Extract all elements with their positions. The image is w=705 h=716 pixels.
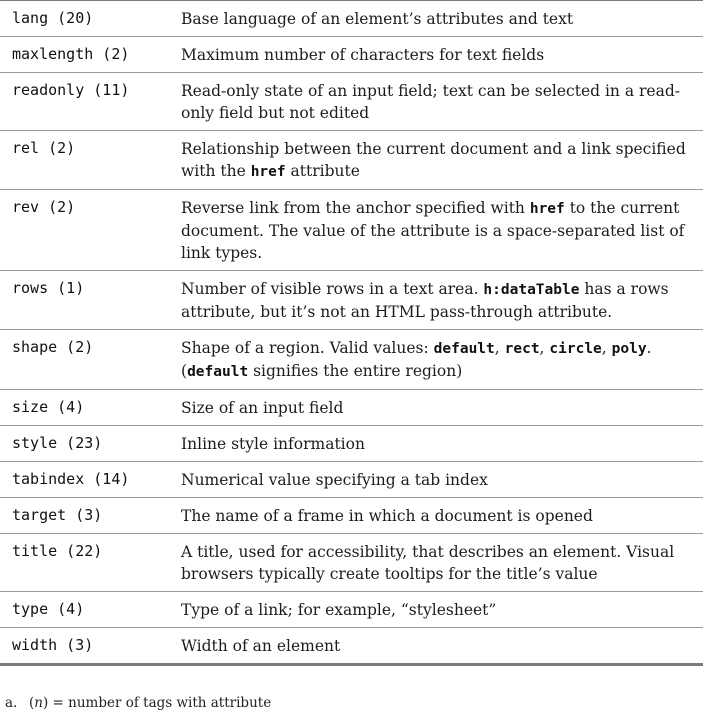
description-text: Inline style information	[181, 435, 365, 453]
description-text: Size of an input field	[181, 399, 344, 417]
description-text: Maximum number of characters for text fields	[181, 46, 545, 64]
table-row	[0, 37, 703, 73]
description-text: Width of an element	[181, 637, 341, 655]
description-text: . (	[181, 339, 652, 380]
attribute-name: size (4)	[0, 390, 170, 426]
attribute-name: shape (2)	[0, 330, 170, 390]
attribute-description	[170, 330, 703, 390]
attribute-name: rev (2)	[0, 190, 170, 271]
attribute-description	[170, 37, 703, 73]
code-keyword: circle	[549, 341, 602, 357]
description-text: Type of a link; for example, “stylesheet”	[181, 601, 497, 619]
attribute-name: maxlength (2)	[0, 37, 170, 73]
table-row	[0, 131, 703, 190]
footnote-mark: a.	[5, 695, 18, 711]
table-row	[0, 462, 703, 498]
attribute-description	[170, 462, 703, 498]
code-keyword: default	[433, 341, 495, 357]
attribute-description	[170, 498, 703, 534]
table-row	[0, 390, 703, 426]
attribute-description	[170, 592, 703, 628]
code-keyword: rect	[504, 341, 540, 357]
description-text: Read-only state of an input field; text can be selected in a read-only field but not edited	[181, 82, 680, 122]
footnote-text: = number of tags with attribute	[48, 695, 272, 711]
description-text: Base language of an element’s attributes and text	[181, 10, 574, 28]
table-row	[0, 534, 703, 592]
table-footnote	[5, 695, 271, 711]
attribute-description	[170, 426, 703, 462]
code-keyword: default	[187, 364, 249, 380]
footnote-variable: n	[34, 695, 43, 711]
table-row	[0, 73, 703, 131]
table-row	[0, 498, 703, 534]
attribute-table-body	[0, 1, 703, 665]
description-text: Numerical value specifying a tab index	[181, 471, 488, 489]
attribute-description	[170, 1, 703, 37]
attribute-name: target (3)	[0, 498, 170, 534]
description-text: ,	[539, 339, 550, 357]
description-text: to the current document. The value of the attribute is a space-separated list of link types.	[181, 199, 685, 262]
table-row	[0, 592, 703, 628]
attribute-name: width (3)	[0, 628, 170, 665]
attribute-description	[170, 131, 703, 190]
table-row	[0, 330, 703, 390]
code-keyword: h:dataTable	[483, 282, 580, 298]
description-text: A title, used for accessibility, that describes an element. Visual browsers typically create tooltips for the title’s value	[181, 543, 675, 583]
attribute-name: type (4)	[0, 592, 170, 628]
description-text: signifies the entire region)	[248, 362, 463, 380]
table-row	[0, 628, 703, 665]
description-text: Reverse link from the anchor specified with	[181, 199, 530, 217]
description-text: has a rows attribute, but it’s not an HTML pass-through attribute.	[181, 280, 669, 321]
attribute-name: style (23)	[0, 426, 170, 462]
footnote-close-paren: )	[42, 695, 49, 711]
table-row	[0, 1, 703, 37]
attribute-description	[170, 390, 703, 426]
description-text: ,	[494, 339, 505, 357]
attribute-description	[170, 271, 703, 330]
code-keyword: href	[529, 201, 565, 217]
description-text: ,	[601, 339, 612, 357]
table-row	[0, 271, 703, 330]
attribute-description	[170, 628, 703, 665]
table-row	[0, 426, 703, 462]
description-text: Number of visible rows in a text area.	[181, 280, 484, 298]
attribute-name: tabindex (14)	[0, 462, 170, 498]
description-text: attribute	[285, 162, 360, 180]
description-text: Relationship between the current document and a link specified with the	[181, 140, 686, 180]
code-keyword: poly	[611, 341, 647, 357]
attribute-name: title (22)	[0, 534, 170, 592]
attribute-name: rel (2)	[0, 131, 170, 190]
description-text: Shape of a region. Valid values:	[181, 339, 434, 357]
code-keyword: href	[250, 164, 286, 180]
attribute-description	[170, 534, 703, 592]
description-text: The name of a frame in which a document is opened	[181, 507, 593, 525]
footnote-open-paren: (	[29, 695, 35, 711]
attribute-description	[170, 73, 703, 131]
attribute-description	[170, 190, 703, 271]
attribute-name: rows (1)	[0, 271, 170, 330]
table-row	[0, 190, 703, 271]
attribute-name: lang (20)	[0, 1, 170, 37]
attribute-name: readonly (11)	[0, 73, 170, 131]
